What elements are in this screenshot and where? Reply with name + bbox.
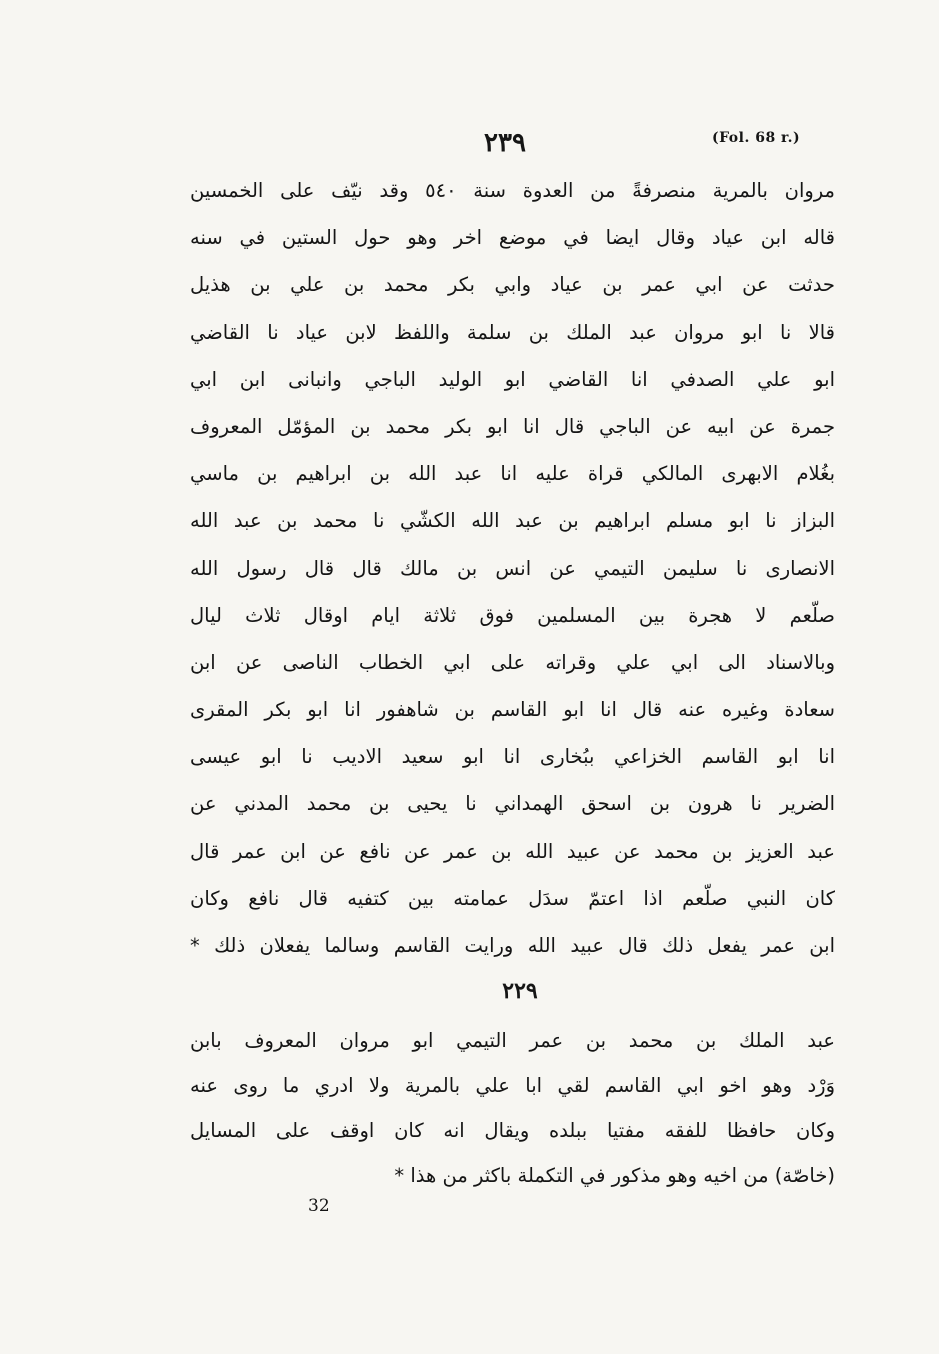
text-line: سعادة وغيره عنه قال انا ابو القاسم بن شاهفور انا ابو بكر المقرى bbox=[190, 698, 835, 722]
text-line: قاله ابن عياد وقال ايضا في موضع اخر وهو حول الستين في سنه bbox=[190, 226, 835, 250]
text-line: بغُلام الابهرى المالكي قراة عليه انا عبد الله بن ابراهيم بن ماسي bbox=[190, 462, 835, 486]
text-line: ابو علي الصدفي انا القاضي ابو الوليد الباجي وانبانى ابن ابي bbox=[190, 367, 835, 391]
text-line: عبد العزيز بن محمد عن عبيد الله بن عمر عن نافع عن ابن عمر قال bbox=[190, 839, 835, 863]
text-line: وَرْد وهو اخو ابي القاسم لقي ابا علي بالمرية ولا ادري ما روى عنه bbox=[190, 1074, 835, 1097]
entry-number: ٢٢٩ bbox=[502, 978, 538, 1004]
printer-signature: 32 bbox=[308, 1196, 330, 1216]
text-line: وكان حافظا للفقه مفتيا ببلده ويقال انه كان اوقف على المسايل bbox=[190, 1119, 835, 1142]
text-line: الضرير نا هرون بن اسحق الهمداني نا يحيى بن محمد المدني عن bbox=[190, 792, 835, 816]
second-entry-block bbox=[190, 1018, 835, 1198]
text-line: البزاز نا ابو مسلم ابراهيم بن عبد الله الكشّي نا محمد بن عبد الله bbox=[190, 509, 835, 533]
text-line: عبد الملك بن محمد بن عمر التيمي ابو مروان المعروف بابن bbox=[190, 1029, 835, 1052]
text-line: كان النبي صلّعم اذا اعتمّ سدَل عمامته بين كتفيه قال نافع وكان bbox=[190, 886, 835, 910]
main-text-block bbox=[190, 167, 835, 969]
folio-reference: (Fol. 68 r.) bbox=[712, 130, 801, 146]
text-line: الانصارى نا سليمن التيمي عن انس بن مالك قال قال رسول الله bbox=[190, 556, 835, 580]
text-line: قالا نا ابو مروان عبد الملك بن سلمة واللفظ لابن عياد نا القاضي bbox=[190, 320, 835, 344]
text-line: وبالاسناد الى ابي علي وقراته على ابي الخطاب الناصى عن ابن bbox=[190, 650, 835, 674]
text-line: ابن عمر يفعل ذلك قال عبيد الله ورايت القاسم وسالما يفعلان ذلك * bbox=[190, 934, 835, 957]
page-number: ٢٣٩ bbox=[484, 128, 526, 158]
text-line: مروان بالمرية منصرفةً من العدوة سنة ٥٤٠ وقد نيّف على الخمسين bbox=[190, 179, 835, 202]
text-line: جمرة عن ابيه عن الباجي قال انا ابو بكر محمد بن المؤمّل المعروف bbox=[190, 414, 835, 438]
text-line: صلّعم لا هجرة بين المسلمين فوق ثلاثة ايام اوقال ثلاث ليال bbox=[190, 603, 835, 627]
text-line: انا ابو القاسم الخزاعي ببُخارى انا ابو سعيد الاديب نا ابو عيسى bbox=[190, 745, 835, 769]
text-line: حدثت عن ابي عمر بن عياد وابي بكر محمد بن علي بن هذيل bbox=[190, 273, 835, 297]
text-line: (خاصّة) من اخيه وهو مذكور في التكملة باكثر من هذا * bbox=[394, 1164, 835, 1187]
